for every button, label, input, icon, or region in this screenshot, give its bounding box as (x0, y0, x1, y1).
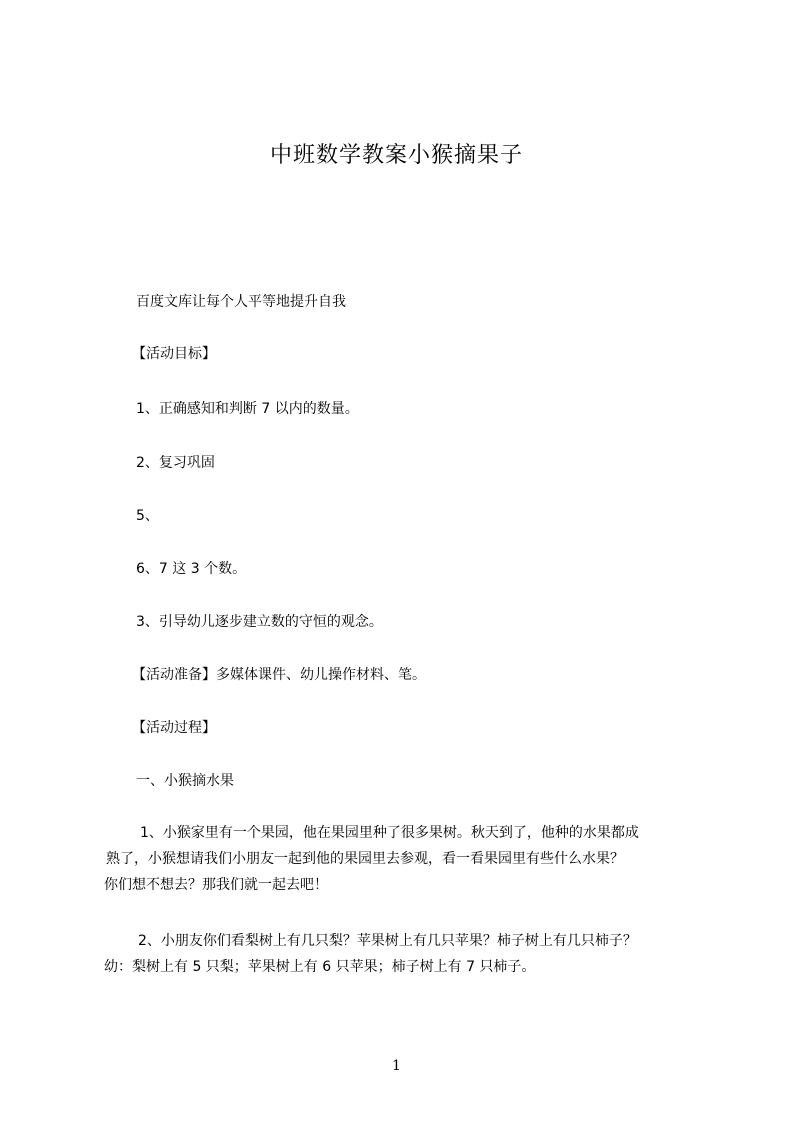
paragraph-2-line-1: 2、小朋友你们看梨树上有几只梨？苹果树上有几只苹果？柿子树上有几只柿子？ (138, 933, 637, 949)
goal-item-2-continued-b: 6、7 这 3 个数。 (136, 561, 247, 577)
paragraph-2-line-2: 幼：梨树上有 5 只梨；苹果树上有 6 只苹果；柿子树上有 7 只柿子。 (104, 959, 536, 975)
paragraph-1-line-1: 1、小猴家里有一个果园，他在果园里种了很多果树。秋天到了，他种的水果都成 (140, 825, 639, 841)
goal-item-1: 1、正确感知和判断 7 以内的数量。 (136, 401, 359, 417)
process-heading: 【活动过程】 (132, 720, 216, 736)
page-number: 1 (392, 1058, 401, 1074)
document-title: 中班数学教案小猴摘果子 (269, 143, 523, 168)
section-1-heading: 一、小猴摘水果 (136, 773, 234, 789)
goals-heading: 【活动目标】 (132, 346, 216, 362)
goal-item-3: 3、引导幼儿逐步建立数的守恒的观念。 (136, 614, 383, 630)
paragraph-1-line-2: 熟了，小猴想请我们小朋友一起到他的果园里去参观，看一看果园里有些什么水果？ (106, 851, 624, 867)
goal-item-2-continued-a: 5、 (136, 508, 159, 524)
paragraph-1 (104, 820, 724, 898)
paragraph-1-line-3: 你们想不想去？那我们就一起去吧！ (104, 877, 328, 893)
goal-item-2: 2、复习巩固 (136, 455, 215, 471)
tagline: 百度文库让每个人平等地提升自我 (136, 294, 346, 310)
paragraph-2 (104, 928, 724, 980)
preparation-line: 【活动准备】多媒体课件、幼儿操作材料、笔。 (132, 667, 426, 683)
